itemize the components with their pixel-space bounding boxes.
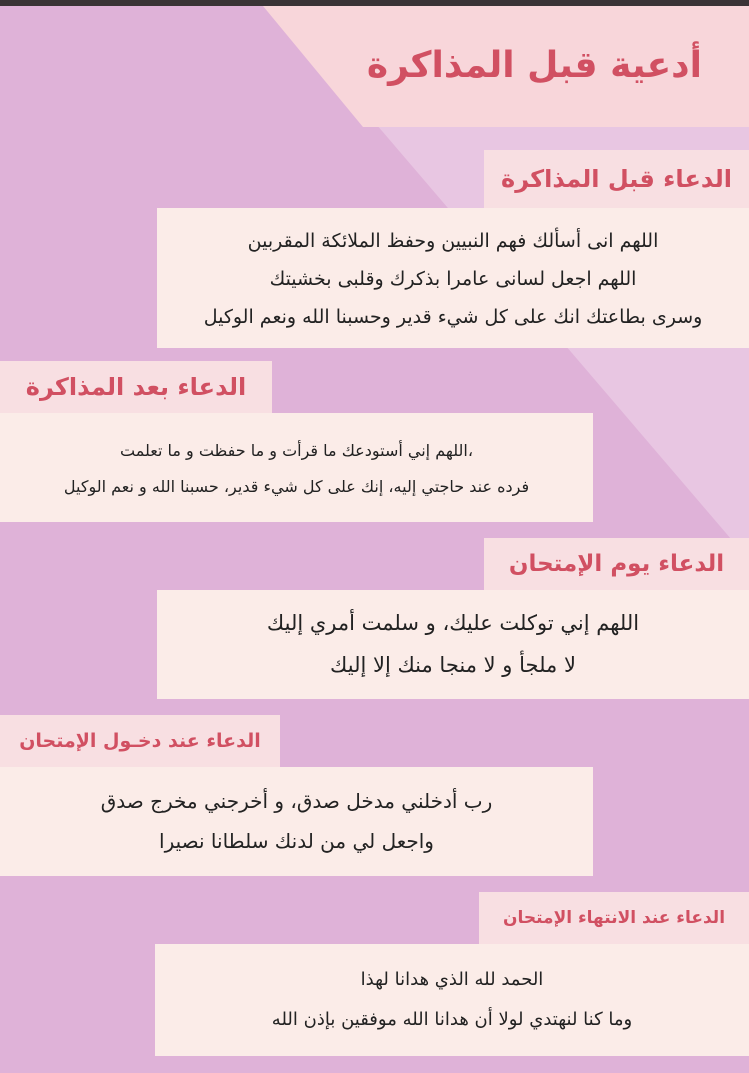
section-heading-exam-day bbox=[484, 538, 749, 590]
section-heading-finishing-exam bbox=[479, 892, 749, 944]
page-title: أدعية قبل المذاكرة bbox=[366, 45, 702, 86]
dua-card-entering-exam bbox=[0, 767, 593, 876]
dua-card-after-study bbox=[0, 413, 593, 522]
heading-text: الدعاء عند الانتهاء الإمتحان bbox=[502, 908, 726, 928]
dua-line: وما كنا لنهتدي لولا أن هدانا الله موفقين بإذن الله bbox=[271, 1009, 633, 1030]
dua-line: واجعل لي من لدنك سلطانا نصيرا bbox=[159, 829, 434, 853]
dua-card-exam-day bbox=[157, 590, 749, 699]
dua-line: الحمد لله الذي هدانا لهذا bbox=[360, 969, 544, 990]
dua-card-finishing-exam bbox=[155, 944, 749, 1056]
heading-text: الدعاء يوم الإمتحان bbox=[508, 551, 725, 577]
heading-text: الدعاء قبل المذاكرة bbox=[501, 165, 732, 193]
dua-line: اللهم انى أسألك فهم النبيين وحفظ الملائكة المقربين bbox=[247, 230, 659, 252]
dua-line: اللهم إني توكلت عليك، و سلمت أمري إليك bbox=[266, 611, 640, 635]
section-heading-entering-exam bbox=[0, 715, 280, 767]
heading-text: الدعاء عند دخـول الإمتحان bbox=[19, 730, 261, 752]
section-heading-after-study bbox=[0, 361, 272, 413]
heading-text: الدعاء بعد المذاكرة bbox=[25, 373, 247, 401]
dua-line: وسرى بطاعتك انك على كل شيء قدير وحسبنا الله ونعم الوكيل bbox=[203, 306, 703, 328]
top-edge-bar bbox=[0, 0, 749, 6]
dua-line: ،اللهم إني أستودعك ما قرأت و ما حفظت و ما تعلمت bbox=[119, 441, 474, 460]
dua-line: اللهم اجعل لسانى عامرا بذكرك وقلبى بخشيتك bbox=[269, 268, 637, 290]
section-heading-before-study bbox=[484, 150, 749, 208]
dua-card-before-study bbox=[157, 208, 749, 348]
dua-line: لا ملجأ و لا منجا منك إلا إليك bbox=[330, 653, 576, 677]
dua-line: فرده عند حاجتي إليه، إنك على كل شيء قدير، حسبنا الله و نعم الوكيل bbox=[63, 477, 530, 496]
dua-line: رب أدخلني مدخل صدق، و أخرجني مخرج صدق bbox=[100, 789, 493, 813]
